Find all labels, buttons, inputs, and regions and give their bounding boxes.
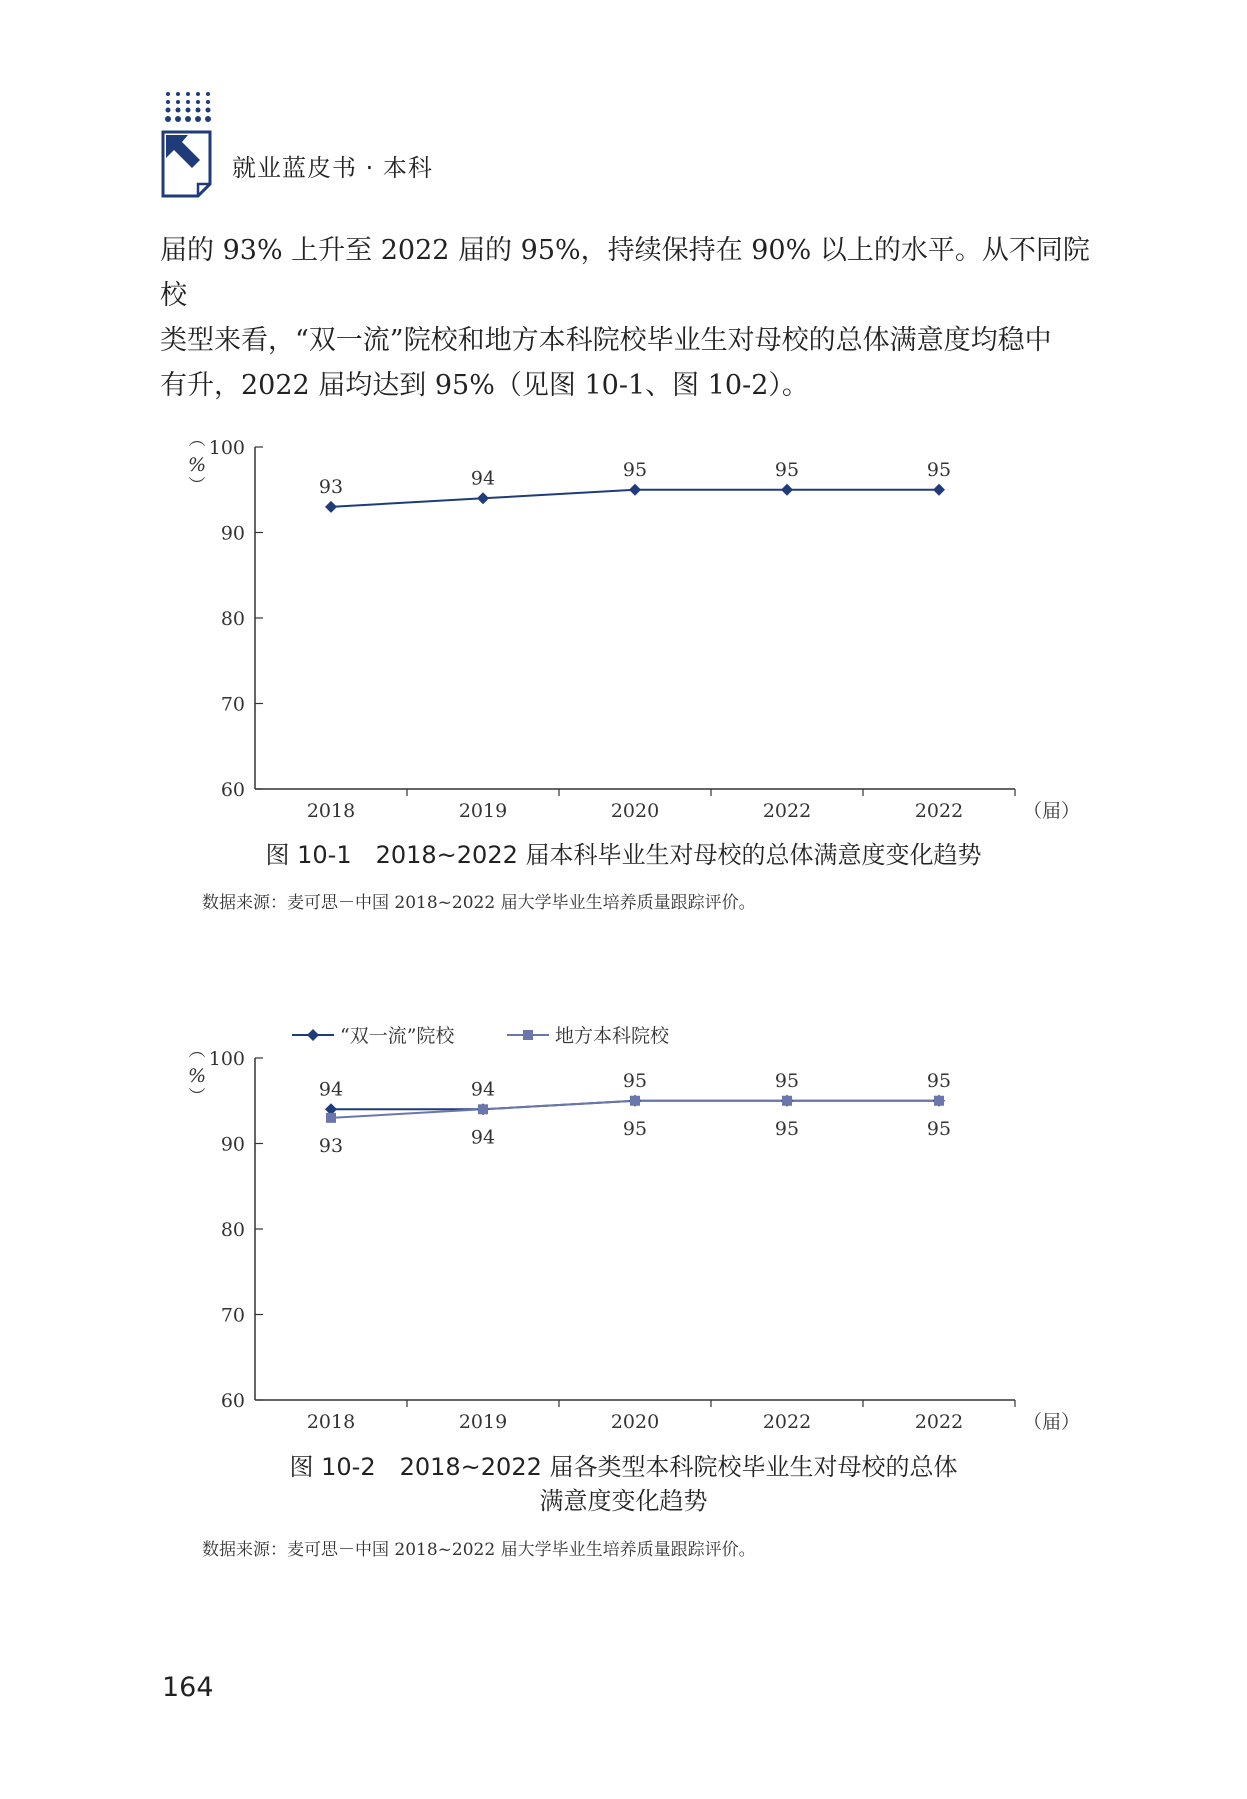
y-tick-label: 70 xyxy=(220,693,245,716)
y-label-text: % xyxy=(187,454,207,476)
page-number: 164 xyxy=(162,1672,214,1703)
y-label-paren-close: ︶ xyxy=(188,476,206,496)
x-axis-unit: （届） xyxy=(1023,1411,1081,1433)
data-label: 95 xyxy=(774,1117,800,1140)
legend-item xyxy=(292,1025,455,1047)
data-label: 93 xyxy=(318,475,344,498)
data-point xyxy=(782,1096,792,1106)
paragraph-line: 有升，2022 届均达到 95%（见图 10-1、图 10-2）。 xyxy=(160,370,809,401)
figure-10-2-caption: 图 10-2 2018~2022 届各类型本科院校毕业生对母校的总体 xyxy=(289,1453,958,1481)
legend-marker xyxy=(307,1029,319,1041)
data-point xyxy=(934,1096,944,1106)
y-tick-label: 100 xyxy=(208,437,245,459)
legend-label: “双一流”院校 xyxy=(340,1025,455,1047)
x-tick-label: 2022 xyxy=(914,1411,964,1433)
data-point xyxy=(326,1113,336,1123)
y-tick-label: 90 xyxy=(220,1133,245,1156)
figure-10-1-source: 数据来源：麦可思－中国 2018~2022 届大学毕业生培养质量跟踪评价。 xyxy=(202,893,756,913)
data-point xyxy=(478,1104,488,1114)
paragraph-line: 届的 93% 上升至 2022 届的 95%，持续保持在 90% 以上的水平。从不同院校 xyxy=(160,235,1090,311)
y-tick-label: 60 xyxy=(220,779,245,801)
legend-marker xyxy=(523,1030,533,1040)
x-tick-label: 2018 xyxy=(306,1411,356,1433)
legend-label: 地方本科院校 xyxy=(555,1025,670,1047)
x-tick-label: 2022 xyxy=(762,800,812,822)
y-tick-label: 60 xyxy=(220,1390,245,1412)
figure-10-2-source: 数据来源：麦可思－中国 2018~2022 届大学毕业生培养质量跟踪评价。 xyxy=(202,1540,756,1560)
data-label: 95 xyxy=(622,458,648,481)
data-label: 93 xyxy=(318,1134,344,1157)
y-label-paren-open: ︵ xyxy=(188,430,206,450)
data-label: 95 xyxy=(774,458,800,481)
data-label: 95 xyxy=(926,458,952,481)
data-point xyxy=(630,1096,640,1106)
x-tick-label: 2019 xyxy=(458,1411,508,1433)
x-tick-label: 2019 xyxy=(458,800,508,822)
paragraph-line: 类型来看，“双一流”院校和地方本科院校毕业生对母校的总体满意度均稳中 xyxy=(160,325,1052,356)
data-label: 94 xyxy=(318,1078,344,1101)
y-tick-label: 80 xyxy=(220,608,245,630)
y-tick-label: 80 xyxy=(220,1219,245,1241)
x-axis-unit: （届） xyxy=(1023,800,1081,822)
figure-10-2-caption-line2: 满意度变化趋势 xyxy=(539,1487,708,1515)
x-tick-label: 2022 xyxy=(914,800,964,822)
y-label-paren-close: ︶ xyxy=(188,1087,206,1107)
data-label: 95 xyxy=(926,1069,952,1092)
running-header: 就业蓝皮书 · 本科 xyxy=(232,154,433,182)
data-label: 94 xyxy=(470,467,496,490)
x-tick-label: 2018 xyxy=(306,800,356,822)
y-axis-label xyxy=(188,1041,206,1107)
y-tick-label: 100 xyxy=(208,1048,245,1070)
data-label: 95 xyxy=(926,1117,952,1140)
x-tick-label: 2022 xyxy=(762,1411,812,1433)
y-label-text: % xyxy=(187,1065,207,1087)
data-label: 94 xyxy=(470,1078,496,1101)
data-label: 95 xyxy=(622,1069,648,1092)
data-label: 94 xyxy=(470,1126,496,1149)
figure-10-1-caption: 图 10-1 2018~2022 届本科毕业生对母校的总体满意度变化趋势 xyxy=(265,841,982,869)
y-label-paren-open: ︵ xyxy=(188,1041,206,1061)
y-tick-label: 70 xyxy=(220,1304,245,1327)
y-tick-label: 90 xyxy=(220,522,245,545)
x-tick-label: 2020 xyxy=(610,1411,660,1433)
data-label: 95 xyxy=(622,1117,648,1140)
legend-item xyxy=(507,1025,670,1047)
x-tick-label: 2020 xyxy=(610,800,660,822)
data-label: 95 xyxy=(774,1069,800,1092)
